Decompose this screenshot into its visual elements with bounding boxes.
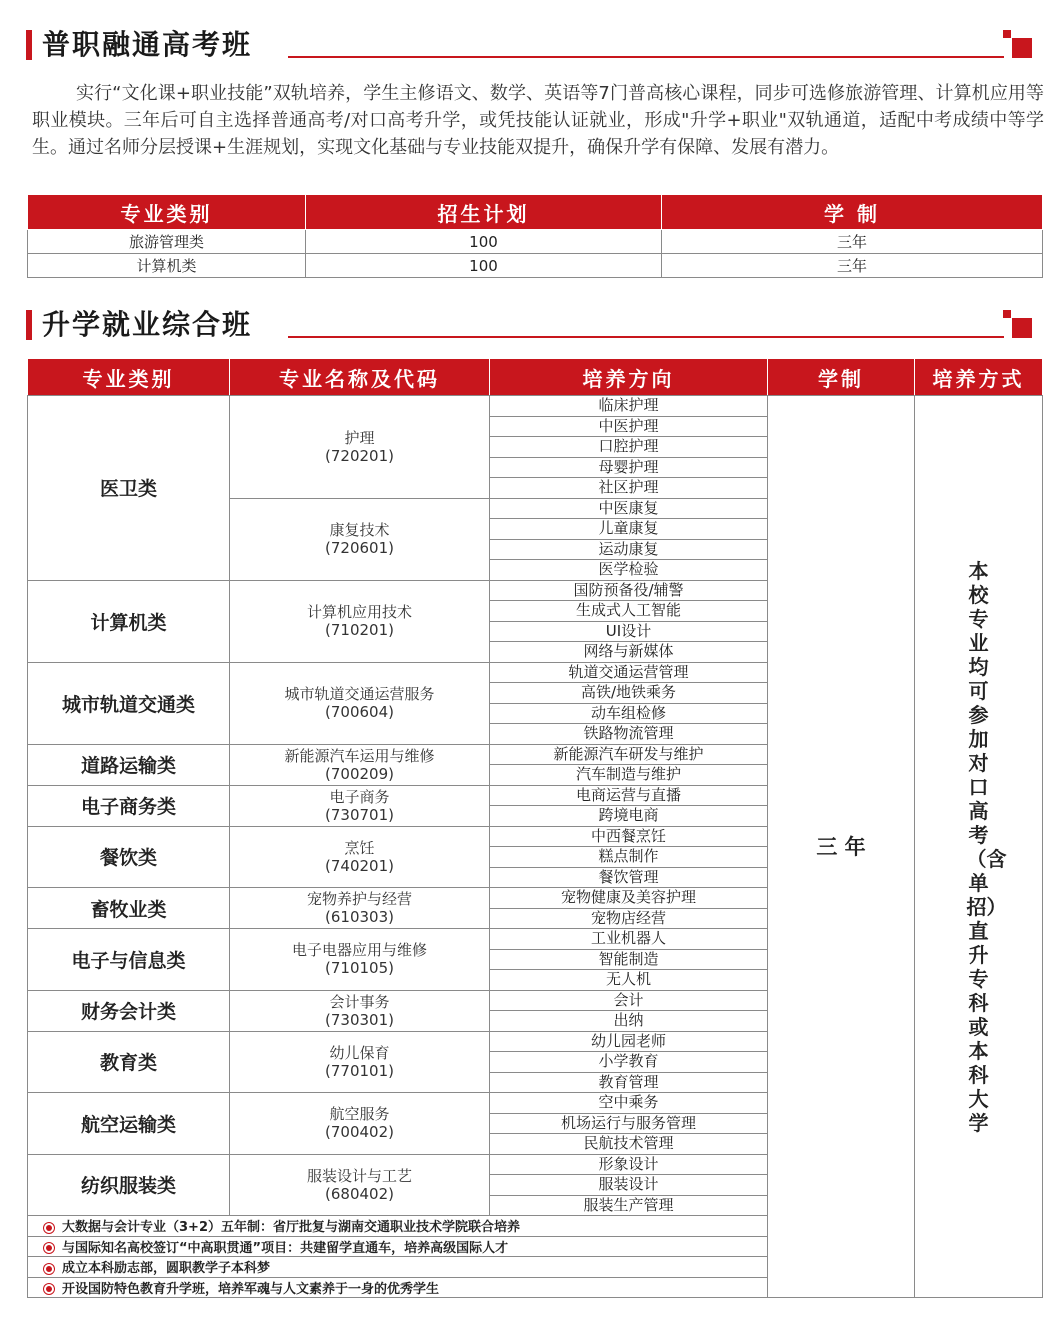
note-text: 大数据与会计专业（3+2）五年制：省厅批复与湖南交通职业技术学院联合培养 (62, 1220, 520, 1236)
cell-direction: 宠物店经营 (490, 908, 768, 929)
cell-duration (768, 396, 915, 1298)
major-name: 电子电器应用与维修 (291, 941, 427, 960)
major-name: 航空服务 (329, 1105, 390, 1124)
cell-plan: 100 (306, 230, 662, 254)
major-code: (720201) (325, 446, 394, 465)
major-code: (710105) (325, 959, 394, 978)
cell-direction: 会计 (490, 990, 768, 1011)
header-duration: 学制 (768, 359, 915, 396)
cell-category: 旅游管理类 (28, 230, 306, 254)
cell-direction: 服装设计 (490, 1175, 768, 1196)
section-title: 升学就业综合班 (42, 308, 253, 341)
intro-paragraph: 实行“文化课+职业技能”双轨培养，学生主修语文、数学、英语等7门普高核心课程，同步可选修旅游管理、计算机应用等职业模块。三年后可自主选择普通高考/对口高考升学，或凭技能认证就业，形成"升学+职业"双轨通道，适配中考成绩中等学生。通过名师分层授课+生涯规划，实现文化基础与专业技能双提升，确保升学有保障、发展有潜力。 (32, 83, 1044, 158)
duration-text: 三 年 (816, 834, 866, 859)
cell-major (230, 1154, 490, 1216)
cell-major (230, 662, 490, 744)
major-name: 护理 (344, 428, 375, 447)
cell-direction: 轨道交通运营管理 (490, 662, 768, 683)
note-text: 与国际知名高校签订“中高职贯通”项目：共建留学直通车，培养高级国际人才 (62, 1240, 509, 1256)
note-text: 开设国防特色教育升学班，培养军魂与人文素养于一身的优秀学生 (62, 1281, 440, 1297)
major-code: (680402) (325, 1184, 394, 1203)
cell-direction: 运动康复 (490, 539, 768, 560)
cell-direction: 新能源汽车研发与维护 (490, 744, 768, 765)
cell-direction: 社区护理 (490, 478, 768, 499)
cell-direction: 网络与新媒体 (490, 642, 768, 663)
decor-square-large (1012, 38, 1032, 58)
major-code: (720601) (325, 539, 394, 557)
major-code: (700604) (325, 703, 394, 721)
major-code: (730701) (325, 805, 394, 824)
cell-major (230, 990, 490, 1031)
major-code: (700209) (325, 764, 394, 783)
cell-direction: 临床护理 (490, 396, 768, 417)
cell-category: 道路运输类 (28, 744, 230, 785)
cell-direction: 机场运行与服务管理 (490, 1113, 768, 1134)
title-accent-bar (26, 30, 32, 60)
cell-major (230, 1031, 490, 1093)
title-underline (288, 336, 1004, 338)
cell-direction: 智能制造 (490, 949, 768, 970)
header-major: 专业名称及代码 (230, 359, 490, 396)
header-plan: 招生计划 (306, 195, 662, 230)
cell-direction: 汽车制造与维护 (490, 765, 768, 786)
cell-direction: 工业机器人 (490, 929, 768, 950)
cell-category: 纺织服装类 (28, 1154, 230, 1216)
cell-direction: 民航技术管理 (490, 1134, 768, 1155)
major-name: 会计事务 (329, 992, 390, 1011)
cell-category: 餐饮类 (28, 826, 230, 888)
note-cell (28, 1216, 768, 1237)
bullet-icon (46, 1266, 52, 1272)
cell-direction: 动车组检修 (490, 703, 768, 724)
cell-major (230, 929, 490, 991)
cell-major (230, 785, 490, 826)
major-name: 幼儿保育 (329, 1043, 390, 1062)
cell-major (230, 888, 490, 929)
header-direction: 培养方向 (490, 359, 768, 396)
cell-category: 电子商务类 (28, 785, 230, 826)
table-row (28, 230, 1043, 254)
cell-direction: 服装生产管理 (490, 1195, 768, 1216)
major-code: (730301) (325, 1010, 394, 1029)
note-text: 成立本科励志部，圆职教学子本科梦 (62, 1261, 271, 1277)
bullet-icon (46, 1245, 52, 1251)
cell-category: 航空运输类 (28, 1093, 230, 1155)
cell-category: 教育类 (28, 1031, 230, 1093)
cell-direction: 中西餐烹饪 (490, 826, 768, 847)
title-underline (288, 56, 1004, 58)
cell-direction: 中医护理 (490, 416, 768, 437)
major-name: 服装设计与工艺 (306, 1166, 412, 1185)
table-row (28, 254, 1043, 278)
cell-direction: 国防预备役/辅警 (490, 580, 768, 601)
cell-category: 医卫类 (28, 396, 230, 581)
major-name: 新能源汽车运用与维修 (284, 746, 435, 765)
table-row (28, 396, 1043, 417)
table-header-row (28, 195, 1043, 230)
title-accent-bar (26, 310, 32, 340)
cell-major (230, 498, 490, 580)
note-cell (28, 1236, 768, 1257)
bullet-icon (46, 1286, 52, 1292)
cell-category: 财务会计类 (28, 990, 230, 1031)
cell-duration: 三年 (662, 230, 1043, 254)
decor-square-large (1012, 318, 1032, 338)
cell-direction: UI设计 (490, 621, 768, 642)
major-code: (710201) (325, 621, 394, 639)
cell-direction: 小学教育 (490, 1052, 768, 1073)
cell-direction: 铁路物流管理 (490, 724, 768, 745)
cell-category: 计算机类 (28, 254, 306, 278)
intro-paragraph-block (32, 80, 1044, 161)
cell-direction: 无人机 (490, 970, 768, 991)
cell-category: 电子与信息类 (28, 929, 230, 991)
cell-direction: 餐饮管理 (490, 867, 768, 888)
cell-direction: 幼儿园老师 (490, 1031, 768, 1052)
major-code: (610303) (325, 908, 394, 926)
cell-direction: 高铁/地铁乘务 (490, 683, 768, 704)
header-category: 专业类别 (28, 195, 306, 230)
cell-category: 城市轨道交通类 (28, 662, 230, 744)
cell-major (230, 396, 490, 499)
section-title: 普职融通高考班 (42, 28, 253, 61)
cell-direction: 医学检验 (490, 560, 768, 581)
cell-direction: 电商运营与直播 (490, 785, 768, 806)
gaokao-class-table (27, 194, 1043, 278)
cell-major (230, 580, 490, 662)
cell-direction: 母婴护理 (490, 457, 768, 478)
major-code: (740201) (325, 856, 394, 875)
header-mode: 培养方式 (915, 359, 1043, 396)
bullet-icon (46, 1225, 52, 1231)
cell-direction: 形象设计 (490, 1154, 768, 1175)
cell-category: 畜牧业类 (28, 888, 230, 929)
cell-direction: 空中乘务 (490, 1093, 768, 1114)
note-cell (28, 1277, 768, 1298)
comprehensive-class-table (27, 358, 1043, 1298)
cell-category: 计算机类 (28, 580, 230, 662)
cell-direction: 口腔护理 (490, 437, 768, 458)
major-name: 城市轨道交通运营服务 (284, 685, 435, 703)
section-header-1 (26, 26, 1032, 66)
major-code: (700402) (325, 1123, 394, 1142)
major-name: 计算机应用技术 (306, 603, 412, 621)
major-name: 宠物养护与经营 (306, 890, 412, 908)
cell-direction: 儿童康复 (490, 519, 768, 540)
major-name: 烹饪 (344, 838, 375, 857)
cell-direction: 出纳 (490, 1011, 768, 1032)
cell-direction: 宠物健康及美容护理 (490, 888, 768, 909)
major-code: (770101) (325, 1061, 394, 1080)
cell-major (230, 744, 490, 785)
decor-square-small (1003, 30, 1011, 38)
cell-plan: 100 (306, 254, 662, 278)
header-duration: 学 制 (662, 195, 1043, 230)
cell-direction: 跨境电商 (490, 806, 768, 827)
decor-square-small (1003, 310, 1011, 318)
mode-text: 本校专业均可参加对口高考（含单招）直升专科或本科大学 (966, 558, 1007, 1135)
cell-major (230, 826, 490, 888)
section-header-2 (26, 306, 1032, 346)
table-header-row (28, 359, 1043, 396)
major-name: 电子商务 (329, 787, 390, 806)
cell-direction: 中医康复 (490, 498, 768, 519)
cell-direction: 教育管理 (490, 1072, 768, 1093)
cell-major (230, 1093, 490, 1155)
cell-direction: 糕点制作 (490, 847, 768, 868)
cell-duration: 三年 (662, 254, 1043, 278)
note-cell (28, 1257, 768, 1278)
major-name: 康复技术 (329, 521, 390, 539)
cell-direction: 生成式人工智能 (490, 601, 768, 622)
header-category: 专业类别 (28, 359, 230, 396)
cell-mode (915, 396, 1043, 1298)
